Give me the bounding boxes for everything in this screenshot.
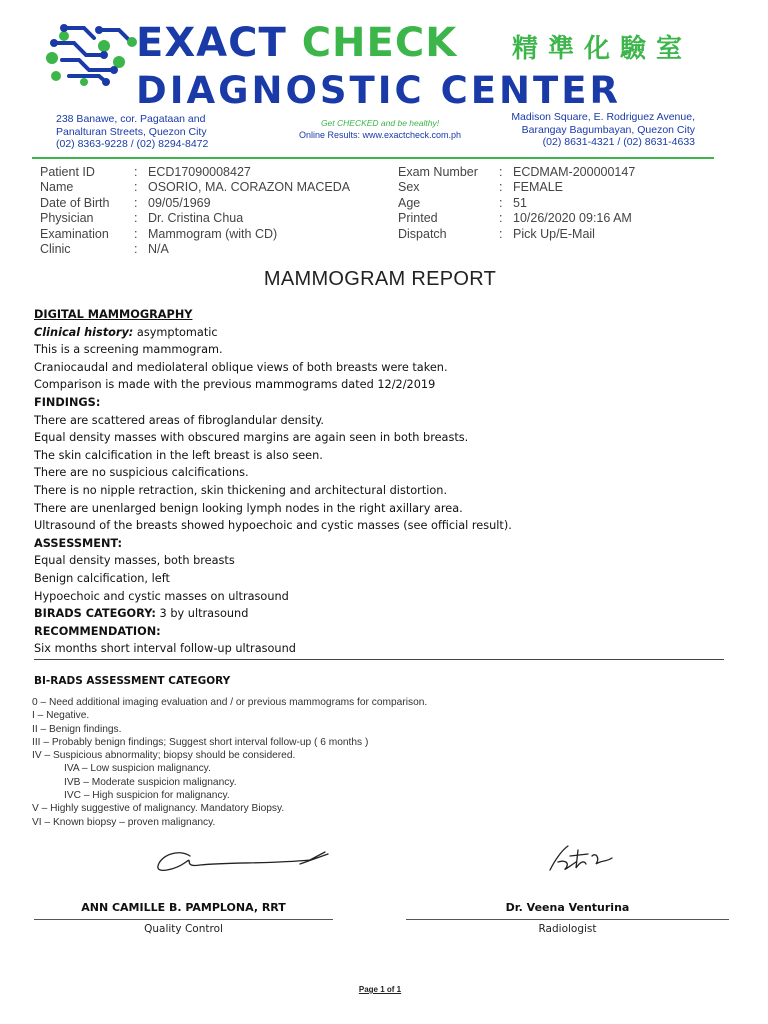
patient-info-value: Mammogram (with CD) <box>148 226 278 241</box>
findings-label: FINDINGS: <box>34 395 101 409</box>
finding-line: There is no nipple retraction, skin thickening and architectural distortion. <box>34 483 448 497</box>
patient-info-label: Physician <box>40 211 94 226</box>
finding-line: There are scattered areas of fibroglandular density. <box>34 413 324 427</box>
patient-info-row <box>40 227 350 242</box>
brand-exact: EXACT <box>136 20 287 66</box>
patient-info-value: Dr. Cristina Chua <box>148 211 244 226</box>
recommendation-text: Six months short interval follow-up ultrasound <box>34 642 296 656</box>
section-heading: DIGITAL MAMMOGRAPHY <box>34 308 193 321</box>
signature-line-right <box>406 919 729 920</box>
birads-list <box>32 696 427 829</box>
birads-item: IVB – Moderate suspicion malignancy. <box>64 776 237 788</box>
birads-category-label: BIRADS CATEGORY: <box>34 607 156 621</box>
birads-category <box>34 605 734 623</box>
brand-check: CHECK <box>301 20 458 66</box>
address-right-line: Madison Square, E. Rodriguez Avenue, <box>511 111 695 123</box>
clinical-history-value: asymptomatic <box>133 325 218 339</box>
patient-info-row <box>40 211 350 226</box>
patient-info-row <box>40 165 350 180</box>
page-number: Page 1 of 1 <box>358 985 402 994</box>
patient-info-row <box>398 196 635 211</box>
patient-info-separator: : <box>134 165 138 179</box>
patient-info-row <box>40 242 350 257</box>
signature-right <box>540 838 625 878</box>
finding-line: Ultrasound of the breasts showed hypoechoic and cystic masses (see official result). <box>34 519 512 533</box>
signature-line-left <box>34 919 333 920</box>
report-line: Comparison is made with the previous mammograms dated 12/2/2019 <box>34 378 436 392</box>
assessment-line: Equal density masses, both breasts <box>34 554 235 568</box>
birads-item: II – Benign findings. <box>32 723 122 735</box>
online-results-link[interactable]: Online Results: www.exactcheck.com.ph <box>298 130 462 140</box>
patient-info-value: 09/05/1969 <box>148 195 211 210</box>
patient-info-separator: : <box>499 165 503 179</box>
birads-item: 0 – Need additional imaging evaluation and / or previous mammograms for comparison. <box>32 697 428 708</box>
patient-info-row <box>398 227 635 242</box>
birads-category-value: 3 by ultrasound <box>155 607 249 621</box>
birads-heading: BI-RADS ASSESSMENT CATEGORY <box>34 675 231 687</box>
patient-info-label: Date of Birth <box>40 195 110 210</box>
finding-line: There are no suspicious calcifications. <box>34 466 249 480</box>
patient-info-label: Age <box>398 195 421 210</box>
finding-line: The skin calcification in the left breast is also seen. <box>34 448 323 462</box>
address-left-line: Panalturan Streets, Quezon City <box>56 125 207 138</box>
patient-info-separator: : <box>134 195 138 210</box>
patient-info-value: OSORIO, MA. CORAZON MACEDA <box>148 180 351 195</box>
patient-info-separator: : <box>134 211 138 226</box>
recommendation-label: RECOMMENDATION: <box>34 624 161 638</box>
birads-item: IVA – Low suspicion malignancy. <box>64 763 211 775</box>
patient-info-value: 51 <box>513 195 527 210</box>
patient-info-label: Dispatch <box>398 226 447 241</box>
address-right <box>480 111 695 149</box>
patient-info-label: Sex <box>398 180 420 195</box>
patient-info-label: Examination <box>40 226 109 241</box>
patient-info-row <box>398 211 635 226</box>
patient-info-row <box>398 165 635 180</box>
finding-line: There are unenlarged benign looking lymph nodes in the right axillary area. <box>34 501 463 515</box>
brand-chinese: 精準化驗室 <box>512 34 693 64</box>
address-left-line: (02) 8363-9228 / (02) 8294-8472 <box>56 138 209 150</box>
patient-info-value: N/A <box>148 242 169 257</box>
birads-item: IVC – High suspicion for malignancy. <box>64 790 230 802</box>
signatory-right-role: Radiologist <box>538 923 597 935</box>
patient-info-label: Patient ID <box>40 165 95 179</box>
report-line: This is a screening mammogram. <box>34 343 223 357</box>
patient-info-value: ECDMAM-200000147 <box>513 165 636 179</box>
section-divider <box>34 659 724 660</box>
tagline: Get CHECKED and be healthy! <box>320 118 440 128</box>
patient-info-separator: : <box>499 195 503 210</box>
patient-info-separator: : <box>499 226 503 241</box>
address-left <box>56 113 256 151</box>
finding-line: Equal density masses with obscured margins are again seen in both breasts. <box>34 431 469 445</box>
patient-info-value: 10/26/2020 09:16 AM <box>513 211 632 226</box>
patient-info-left <box>40 165 350 257</box>
patient-info-label: Clinic <box>40 242 71 257</box>
assessment-line: Benign calcification, left <box>34 571 170 585</box>
header-divider <box>32 157 714 159</box>
clinical-history <box>34 324 734 342</box>
brand-name-line1 <box>136 20 457 66</box>
report-title: MAMMOGRAM REPORT <box>263 268 497 290</box>
patient-info-separator: : <box>499 211 503 226</box>
patient-info-label: Printed <box>398 211 438 226</box>
birads-item: V – Highly suggestive of malignancy. Mandatory Biopsy. <box>32 803 285 815</box>
patient-info-separator: : <box>499 180 503 195</box>
patient-info-value: Pick Up/E-Mail <box>513 226 595 241</box>
patient-info-row <box>40 180 350 195</box>
clinical-history-label: Clinical history: <box>34 325 134 339</box>
signature-left <box>150 838 335 878</box>
signatory-left-name: ANN CAMILLE B. PAMPLONA, RRT <box>81 901 286 914</box>
patient-info-right <box>398 165 635 242</box>
address-right-line: Barangay Bagumbayan, Quezon City <box>521 123 695 136</box>
assessment-label: ASSESSMENT: <box>34 536 123 550</box>
address-left-line: 238 Banawe, cor. Pagataan and <box>56 113 206 125</box>
patient-info-separator: : <box>134 226 138 241</box>
patient-info-separator: : <box>134 180 138 195</box>
birads-item: IV – Suspicious abnormality; biopsy should be considered. <box>32 750 296 762</box>
birads-item: III – Probably benign findings; Suggest short interval follow-up ( 6 months ) <box>32 736 369 748</box>
patient-info-row <box>398 180 635 195</box>
patient-info-label: Name <box>40 180 74 195</box>
patient-info-value: ECD17090008427 <box>148 165 251 179</box>
signatory-right-name: Dr. Veena Venturina <box>505 901 630 914</box>
assessment-line: Hypoechoic and cystic masses on ultrasound <box>34 589 289 603</box>
report-body <box>34 306 734 658</box>
address-right-line: (02) 8631-4321 / (02) 8631-4633 <box>542 136 695 148</box>
patient-info-row <box>40 196 350 211</box>
patient-info-label: Exam Number <box>398 165 478 179</box>
patient-info-value: FEMALE <box>513 180 564 195</box>
logo-circuit-icon <box>44 18 144 88</box>
brand-name-line2: DIAGNOSTIC CENTER <box>136 69 621 112</box>
signatory-left-role: Quality Control <box>144 923 223 935</box>
report-line: Craniocaudal and mediolateral oblique views of both breasts were taken. <box>34 360 448 374</box>
birads-item: VI – Known biopsy – proven malignancy. <box>32 816 216 828</box>
patient-info-separator: : <box>134 242 138 257</box>
birads-item: I – Negative. <box>32 710 90 722</box>
